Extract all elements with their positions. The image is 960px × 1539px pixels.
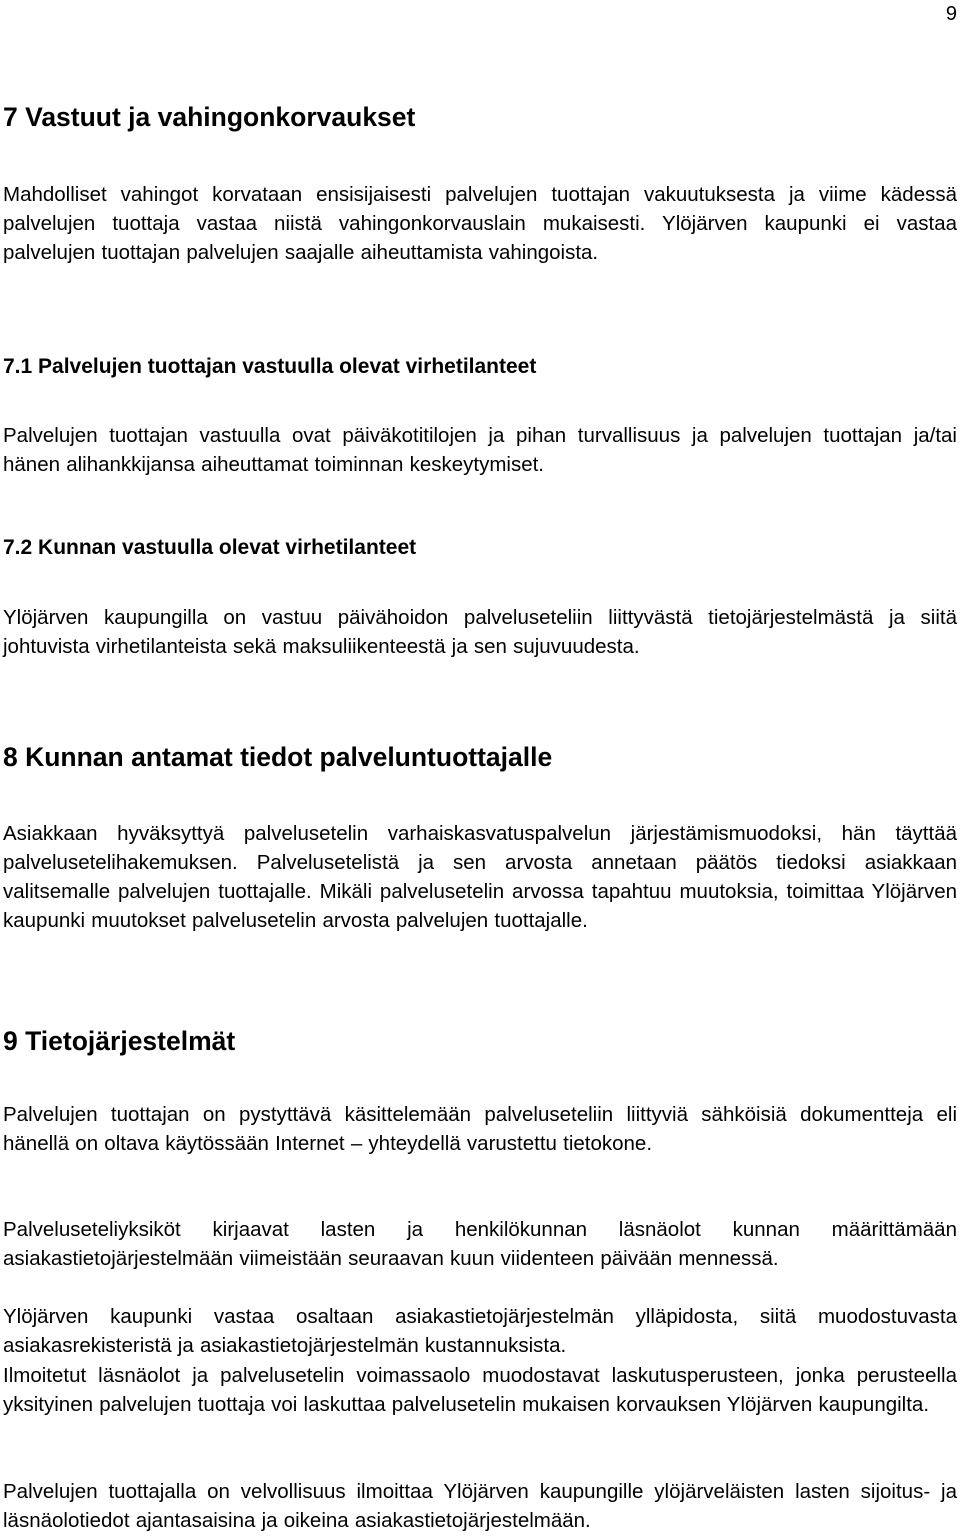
section-8-paragraph: Asiakkaan hyväksyttyä palvelusetelin varhaiskasvatuspalvelun järjestämismuodoksi, hän täyttää palvelusetelihakemuksen. Palvelusetelistä ja sen arvosta annetaan päätös tiedoksi asiakkaan valitsemalle palvelujen tuottajalle. Mikäli palvelusetelin arvossa tapahtuu muutoksia, toimittaa Ylöjärven kaupunki muutokset palvelusetelin arvosta palvelujen tuottajalle. (3, 822, 957, 932)
section-7-1-heading: 7.1 Palvelujen tuottajan vastuulla olevat virhetilanteet (3, 355, 537, 378)
section-9-paragraph: Palveluseteliyksiköt kirjaavat lasten ja henkilökunnan läsnäolot kunnan määrittämään asiakastietojärjestelmään viimeistään seuraavan kuun viidenteen päivään mennessä. (3, 1218, 957, 1270)
section-7-heading: 7 Vastuut ja vahingonkorvaukset (3, 102, 416, 132)
section-8-heading: 8 Kunnan antamat tiedot palveluntuottajalle (3, 742, 553, 772)
section-7-1-paragraph: Palvelujen tuottajan vastuulla ovat päiväkotitilojen ja pihan turvallisuus ja palvelujen tuottajan ja/tai hänen alihankkijansa aiheuttamat toiminnan keskeytymiset. (3, 424, 957, 476)
section-7-2-heading: 7.2 Kunnan vastuulla olevat virhetilanteet (3, 536, 417, 559)
section-9-heading: 9 Tietojärjestelmät (3, 1026, 236, 1056)
section-9-paragraph: Palvelujen tuottajalla on velvollisuus ilmoittaa Ylöjärven kaupungille ylöjärveläisten lasten sijoitus- ja läsnäolotiedot ajantasaisina ja oikeina asiakastietojärjestelmään. (3, 1480, 957, 1532)
section-9-paragraph: Palvelujen tuottajan on pystyttävä käsittelemään palveluseteliin liittyviä sähköisiä dokumentteja eli hänellä on oltava käytössään Internet – yhteydellä varustettu tietokone. (3, 1103, 957, 1155)
section-9-paragraph: Ilmoitetut läsnäolot ja palvelusetelin voimassaolo muodostavat laskutusperusteen, jonka perusteella yksityinen palvelujen tuottaja voi laskuttaa palvelusetelin mukaisen korvauksen Ylöjärven kaupungilta. (3, 1364, 957, 1416)
section-9-paragraph: Ylöjärven kaupunki vastaa osaltaan asiakastietojärjestelmän ylläpidosta, siitä muodostuvasta asiakasrekisteristä ja asiakastietojärjestelmän kustannuksista. (3, 1305, 957, 1357)
section-7-paragraph: Mahdolliset vahingot korvataan ensisijaisesti palvelujen tuottajan vakuutuksesta ja viime kädessä palvelujen tuottaja vastaa niistä vahingonkorvauslain mukaisesti. Ylöjärven kaupunki ei vastaa palvelujen tuottajan palvelujen saajalle aiheuttamista vahingoista. (3, 183, 957, 264)
page-number: 9 (945, 3, 957, 25)
section-7-2-paragraph: Ylöjärven kaupungilla on vastuu päivähoidon palveluseteliin liittyvästä tietojärjestelmästä ja siitä johtuvista virhetilanteista sekä maksuliikenteestä ja sen sujuvuudesta. (3, 606, 957, 658)
